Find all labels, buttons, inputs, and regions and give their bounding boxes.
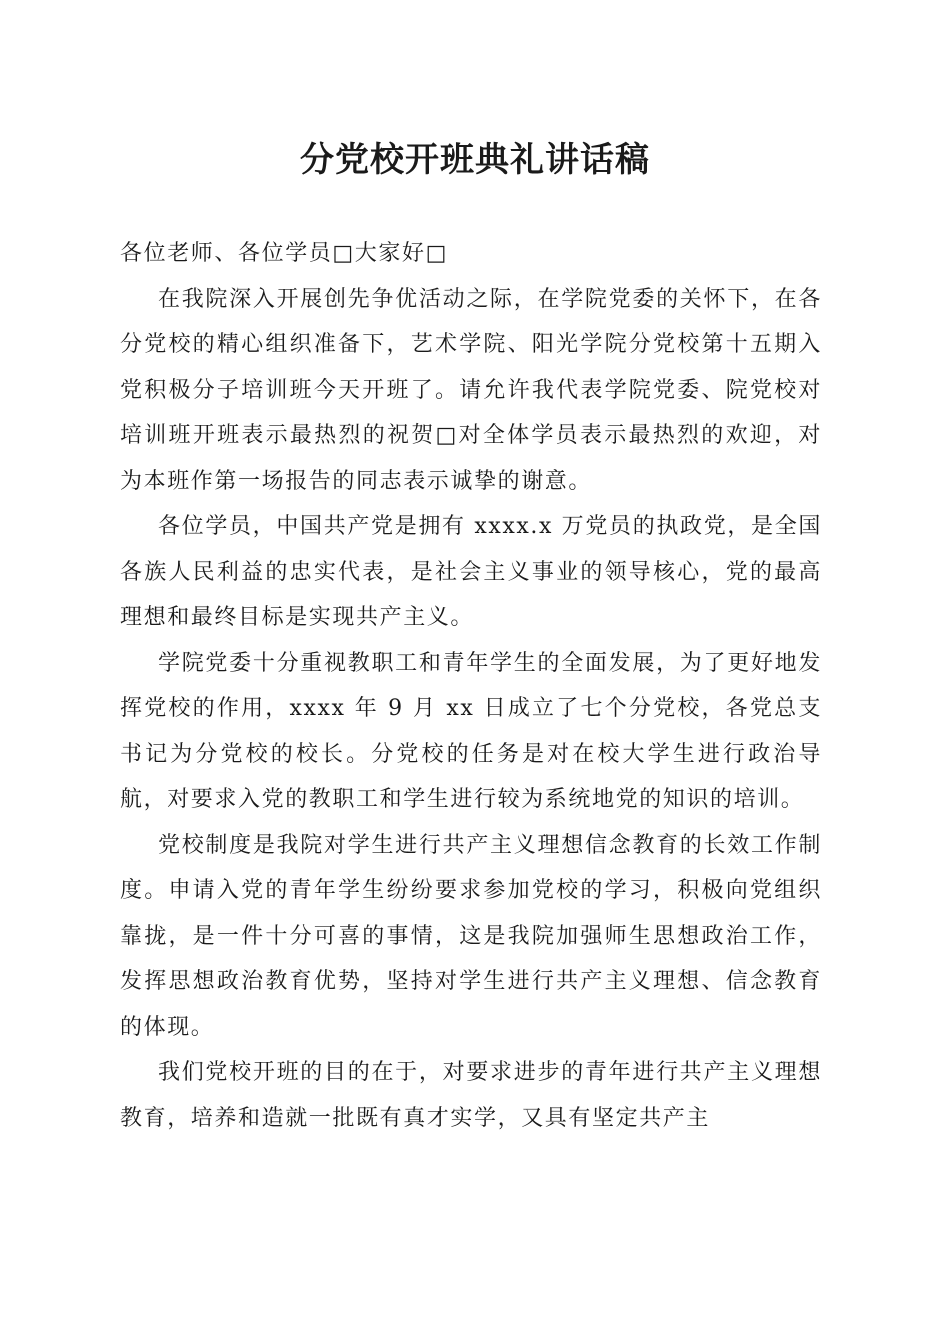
document-body (120, 231, 822, 1141)
paragraph-2: 各位学员，中国共产党是拥有 xxxx.x 万党员的执政党，是全国各族人民利益的忠实代表，是社会主义事业的领导核心，党的最高理想和最终目标是实现共产主义。 (120, 514, 822, 630)
document-title: 分党校开班典礼讲话稿 (300, 140, 650, 180)
paragraph-5: 我们党校开班的目的在于，对要求进步的青年进行共产主义理想教育，培养和造就一批既有真才实学，又具有坚定共产主 (120, 1060, 822, 1131)
greeting-line: 各位老师、各位学员□大家好□ (120, 241, 448, 266)
paragraph-1: 在我院深入开展创先争优活动之际，在学院党委的关怀下，在各分党校的精心组织准备下，艺术学院、阳光学院分党校第十五期入党积极分子培训班今天开班了。请允许我代表学院党委、院党校对培训班开班表示最热烈的祝贺□对全体学员表示最热烈的欢迎，对为本班作第一场报告的同志表示诚挚的谢意。 (120, 286, 822, 494)
paragraph-3: 学院党委十分重视教职工和青年学生的全面发展，为了更好地发挥党校的作用，xxxx 年 9 月 xx 日成立了七个分党校，各党总支书记为分党校的校长。分党校的任务是对在校大学生进行政治导航，对要求入党的教职工和学生进行较为系统地党的知识的培训。 (120, 650, 822, 812)
paragraph-4: 党校制度是我院对学生进行共产主义理想信念教育的长效工作制度。申请入党的青年学生纷纷要求参加党校的学习，积极向党组织靠拢，是一件十分可喜的事情，这是我院加强师生思想政治工作，发挥思想政治教育优势，坚持对学生进行共产主义理想、信念教育的体现。 (120, 832, 822, 1040)
